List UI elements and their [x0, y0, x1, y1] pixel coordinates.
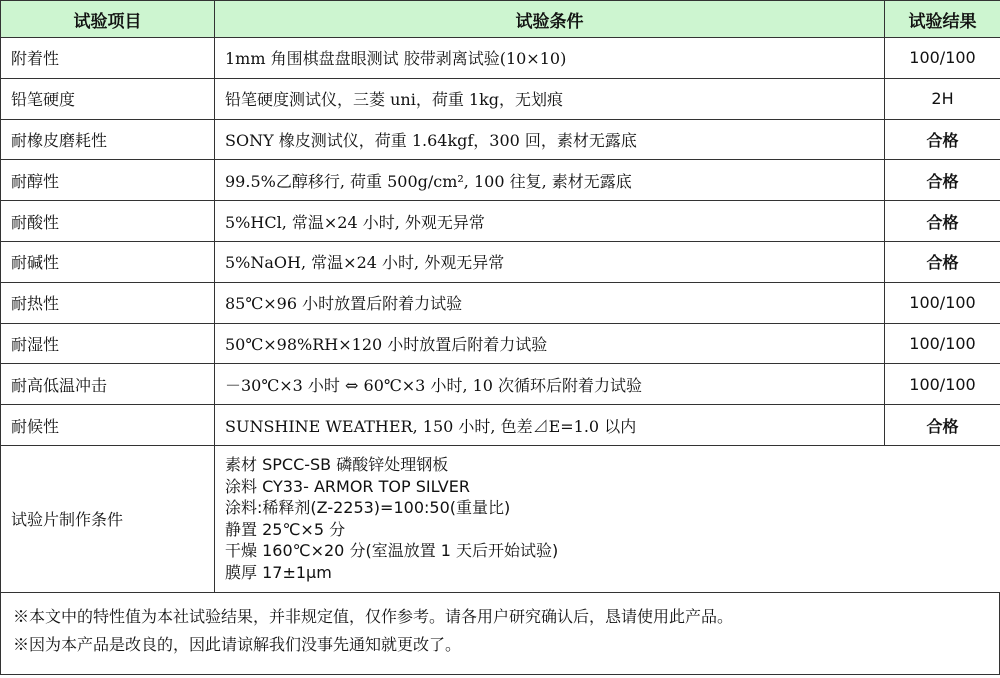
row-item: 耐酸性 — [1, 201, 215, 242]
row-result: 合格 — [885, 241, 1000, 282]
row-result: 合格 — [885, 160, 1000, 201]
table-row — [1, 405, 1000, 446]
prep-conditions-row — [1, 445, 1000, 592]
row-result: 合格 — [885, 201, 1000, 242]
row-item: 耐候性 — [1, 405, 215, 446]
row-condition: 1mm 角围棋盘盘眼测试 胶带剥离试验(10×10) — [215, 38, 885, 79]
row-condition: 铅笔硬度测试仪，三菱 uni，荷重 1kg，无划痕 — [215, 78, 885, 119]
header-test-item: 试验项目 — [1, 1, 215, 38]
prep-line: 膜厚 17±1μm — [225, 562, 332, 582]
prep-line: 涂料 CY33- ARMOR TOP SILVER — [225, 476, 470, 496]
prep-line: 涂料:稀释剂(Z-2253)=100:50(重量比) — [225, 498, 511, 518]
table-row — [1, 201, 1000, 242]
prep-conditions-cell — [215, 445, 1000, 592]
header-test-result: 试验结果 — [885, 1, 1000, 38]
row-result: 合格 — [885, 405, 1000, 446]
prep-line: 素材 SPCC-SB 磷酸锌处理钢板 — [225, 455, 449, 475]
row-result: 100/100 — [885, 364, 1000, 405]
row-item: 耐湿性 — [1, 323, 215, 364]
row-item: 耐高低温冲击 — [1, 364, 215, 405]
row-item: 耐醇性 — [1, 160, 215, 201]
prep-conditions-list — [225, 454, 990, 583]
prep-conditions-label: 试验片制作条件 — [1, 445, 215, 592]
row-condition: －30℃×3 小时 ⇔ 60℃×3 小时, 10 次循环后附着力试验 — [215, 364, 885, 405]
row-condition: SUNSHINE WEATHER, 150 小时, 色差⊿E=1.0 以内 — [215, 405, 885, 446]
table-row — [1, 323, 1000, 364]
row-item: 耐热性 — [1, 282, 215, 323]
table-header-row — [1, 1, 1000, 38]
footnotes — [0, 593, 1000, 675]
table-row — [1, 282, 1000, 323]
row-result: 100/100 — [885, 282, 1000, 323]
prep-line: 静置 25℃×5 分 — [225, 519, 346, 539]
row-condition: 99.5%乙醇移行, 荷重 500g/cm², 100 往复, 素材无露底 — [215, 160, 885, 201]
table-row — [1, 364, 1000, 405]
prep-line: 干燥 160℃×20 分(室温放置 1 天后开始试验) — [225, 541, 559, 561]
row-condition: 85℃×96 小时放置后附着力试验 — [215, 282, 885, 323]
table-row — [1, 241, 1000, 282]
table-row — [1, 38, 1000, 79]
footnote: ※本文中的特性值为本社试验结果，并非规定值，仅作参考。请各用户研究确认后，恳请使用此产品。 — [13, 606, 734, 626]
row-item: 耐橡皮磨耗性 — [1, 119, 215, 160]
row-condition: 5%HCl, 常温×24 小时, 外观无异常 — [215, 201, 885, 242]
header-test-condition: 试验条件 — [215, 1, 885, 38]
row-condition: SONY 橡皮测试仪，荷重 1.64kgf，300 回，素材无露底 — [215, 119, 885, 160]
row-result: 合格 — [885, 119, 1000, 160]
row-item: 耐碱性 — [1, 241, 215, 282]
row-result: 100/100 — [885, 323, 1000, 364]
row-result: 2H — [885, 78, 1000, 119]
row-item: 铅笔硬度 — [1, 78, 215, 119]
footnote: ※因为本产品是改良的，因此请谅解我们没事先通知就更改了。 — [13, 634, 462, 654]
table-row — [1, 119, 1000, 160]
row-condition: 50℃×98%RH×120 小时放置后附着力试验 — [215, 323, 885, 364]
table-row — [1, 78, 1000, 119]
table-row — [1, 160, 1000, 201]
row-result: 100/100 — [885, 38, 1000, 79]
row-item: 附着性 — [1, 38, 215, 79]
row-condition: 5%NaOH, 常温×24 小时, 外观无异常 — [215, 241, 885, 282]
